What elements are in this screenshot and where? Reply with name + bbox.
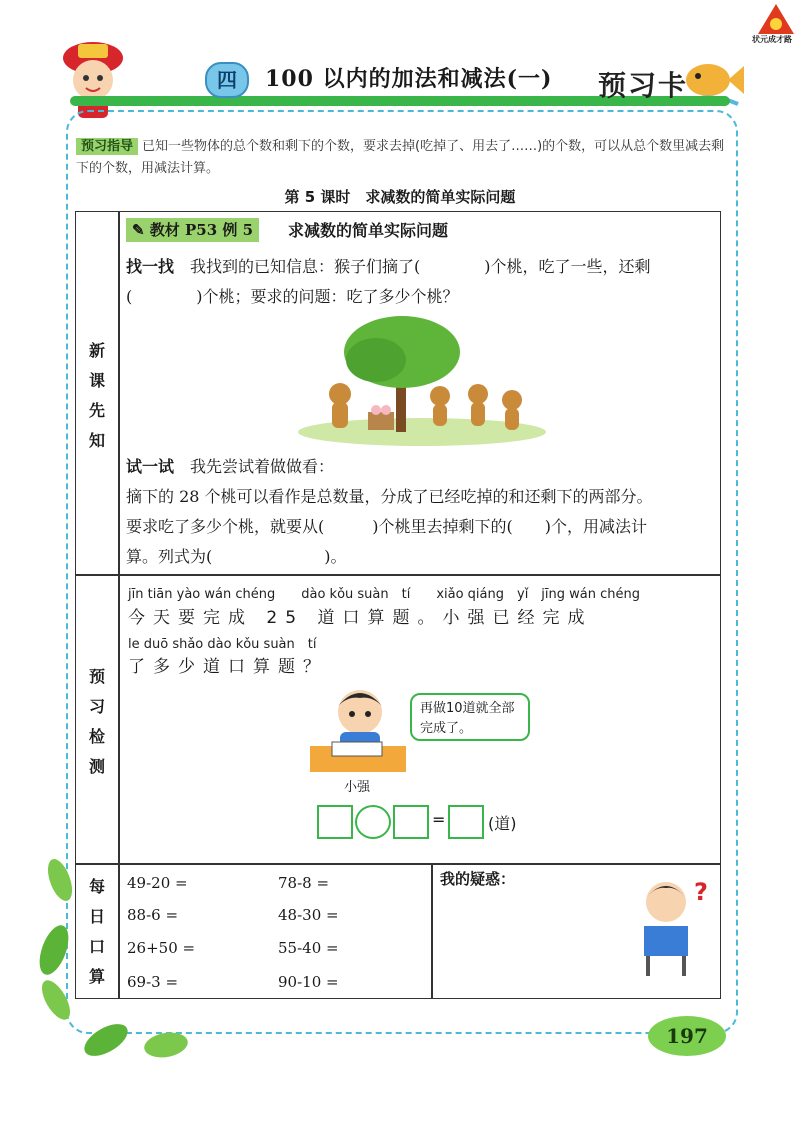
doubt-label: 我的疑惑：	[440, 870, 516, 888]
svg-text:?: ?	[694, 878, 708, 906]
try-line-3: 算。列式为( )。	[126, 547, 347, 566]
answer-box-1[interactable]	[317, 805, 353, 839]
try-line-1: 摘下的 28 个桃可以看作是总数量，分成了已经吃掉的和还剩下的两部分。	[126, 487, 653, 506]
side-label-new-lesson: 新 课 先 知	[88, 341, 105, 450]
calc-item: 26+50 =	[127, 939, 196, 957]
calc-item: 90-10 =	[278, 973, 339, 991]
preview-card-label: 预习卡	[598, 69, 689, 102]
calc-item: 55-40 =	[278, 939, 339, 957]
preview-guide-tag: 预习指导	[76, 138, 138, 155]
textbook-title: 求减数的简单实际问题	[288, 221, 449, 240]
equals-sign: =	[432, 810, 446, 829]
lesson-title: 第 5 课时 求减数的简单实际问题	[284, 188, 516, 206]
unit-title: 100 以内的加法和减法(一)	[265, 66, 553, 92]
unit-label: (道)	[488, 814, 517, 833]
kid-name: 小强	[344, 780, 371, 795]
answer-box-result[interactable]	[448, 805, 484, 839]
row-divider	[75, 574, 721, 576]
question-line-2: 了多少道口算题？	[128, 657, 328, 677]
try-line-2: 要求吃了多少个桃，就要从( )个桃里去掉剩下的( )个，用减法计	[126, 517, 647, 536]
find-line-2: ( )个桃；要求的问题：吃了多少个桃？	[126, 287, 459, 306]
calc-item: 48-30 =	[278, 906, 339, 924]
brand-logo-text: 状元成才路	[752, 35, 792, 44]
column-divider	[431, 863, 433, 999]
page-number: 197	[648, 1016, 726, 1056]
unit-number-badge: 四	[205, 62, 249, 98]
answer-box-2[interactable]	[393, 805, 429, 839]
calc-item: 69-3 =	[127, 973, 179, 991]
thinking-boy-illustration	[626, 876, 718, 980]
calc-item: 49-20 =	[127, 874, 188, 892]
leaves-decoration	[36, 840, 236, 1060]
try-line-0: 试一试 我先尝试着做做看：	[126, 457, 335, 476]
calc-item: 88-6 =	[127, 906, 179, 924]
boy-studying-illustration	[306, 684, 410, 776]
side-label-preview-check: 预 习 检 测	[88, 667, 105, 776]
calc-item: 78-8 =	[278, 874, 330, 892]
pinyin-line-1: jīn tiān yào wán chéng dào kǒu suàn tí xiǎo qiáng yǐ jīng wán chéng	[128, 587, 640, 602]
side-label-daily-calc: 每 日 口 算	[88, 877, 105, 986]
preview-guide-text: 已知一些物体的总个数和剩下的个数，要求去掉(吃掉了、用去了……)的个数，可以从总个数里减去剩下的个数，用减法计算。	[76, 139, 725, 176]
textbook-tag: ✎ 教材 P53 例 5	[126, 218, 259, 242]
pinyin-line-2: le duō shǎo dào kǒu suàn tí	[128, 637, 317, 652]
operator-circle[interactable]	[355, 805, 391, 839]
find-line-1: 找一找 我找到的已知信息：猴子们摘了( )个桃，吃了一些，还剩	[126, 257, 651, 276]
question-line-1: 今天要完成 25 道口算题。小强已经完成	[128, 608, 593, 628]
speech-bubble: 再做10道就全部完成了。	[410, 693, 530, 741]
monkeys-peach-tree-illustration	[298, 314, 546, 446]
preview-guide	[76, 136, 726, 180]
